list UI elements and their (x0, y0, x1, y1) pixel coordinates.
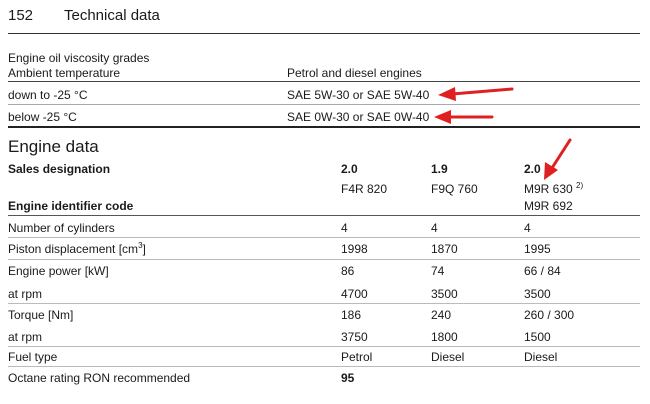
engine-code: F9Q 760 (431, 182, 478, 196)
row-label: at rpm (8, 330, 43, 344)
oil-col-ambient: Ambient temperature (8, 66, 121, 80)
arrow-head (438, 87, 456, 101)
row-value: 1870 (431, 242, 458, 256)
row-value: 3500 (524, 287, 551, 301)
row-label: Piston displacement [cm (8, 242, 139, 256)
row-label: at rpm (8, 287, 43, 301)
row-label: Number of cylinders (8, 221, 115, 235)
engine-code: F4R 820 (341, 182, 388, 196)
octane-label: Octane rating RON recommended (8, 371, 191, 385)
row-value: 260 / 300 (524, 308, 575, 322)
footnote-ref: 2) (576, 181, 584, 190)
row-value: 1800 (431, 330, 458, 344)
sales-label: Sales designation (8, 162, 111, 176)
engine-code: M9R 630 (524, 182, 573, 196)
row-value: 240 (431, 308, 452, 322)
row-value: Petrol (341, 350, 373, 364)
oil-row-temp: down to -25 °C (8, 88, 88, 102)
arrow-head (434, 110, 451, 124)
oil-row-grade: SAE 0W-30 or SAE 0W-40 (287, 110, 430, 124)
page-number: 152 (8, 7, 34, 24)
row-value: 74 (431, 264, 445, 278)
oil-row-temp: below -25 °C (8, 110, 77, 124)
oil-row-grade: SAE 5W-30 or SAE 5W-40 (287, 88, 430, 102)
row-value: 4 (431, 221, 438, 235)
unit-superscript: 3 (138, 241, 143, 250)
arrow-annotation (552, 140, 570, 168)
engine-code-extra: M9R 692 (524, 199, 573, 213)
row-value: 4 (524, 221, 531, 235)
row-label: Engine power [kW] (8, 264, 109, 278)
octane-value: 95 (341, 371, 355, 385)
sales-value: 2.0 (524, 162, 541, 176)
row-value: 186 (341, 308, 362, 322)
oil-col-engines: Petrol and diesel engines (287, 66, 422, 80)
row-value: 4 (341, 221, 348, 235)
row-value: 1500 (524, 330, 551, 344)
arrow-annotation (452, 89, 512, 94)
row-value: 1998 (341, 242, 368, 256)
row-value: 4700 (341, 287, 368, 301)
engine-heading: Engine data (8, 137, 99, 156)
row-value: 86 (341, 264, 355, 278)
page-title: Technical data (64, 7, 160, 24)
engine-code-label: Engine identifier code (8, 199, 134, 213)
row-label: Fuel type (8, 350, 58, 364)
row-value: Diesel (524, 350, 558, 364)
row-label-end: ] (142, 242, 146, 256)
sales-value: 2.0 (341, 162, 358, 176)
row-value: 3750 (341, 330, 368, 344)
row-label: Torque [Nm] (8, 308, 74, 322)
row-value: 66 / 84 (524, 264, 561, 278)
row-value: Diesel (431, 350, 465, 364)
row-value: 1995 (524, 242, 551, 256)
sales-value: 1.9 (431, 162, 448, 176)
row-value: 3500 (431, 287, 458, 301)
oil-heading: Engine oil viscosity grades (8, 51, 150, 65)
